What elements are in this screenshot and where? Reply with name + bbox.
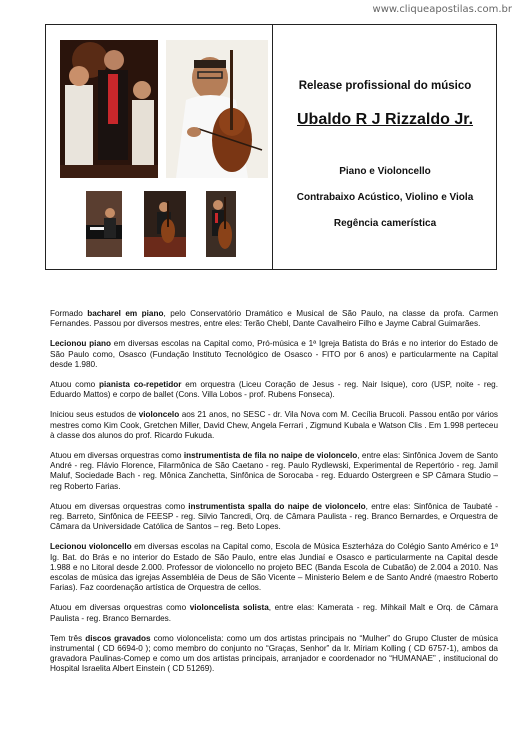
paragraph-highlight: Lecionou violoncello (50, 542, 132, 552)
paragraph-text: aos 21 anos, no SESC - dr. Vila Nova com M. Cecília Brucoli. Passou então por vários mestres como Kim Cook, Gretchen Miller, David Chew, Angela Ferrari , Zigmund Kubala e Watson Clis . Em 1.998 perteceu à classe dos alunos do prof. Ricardo Fukuda. (50, 410, 499, 440)
instrument-line: Contrabaixo Acústico, Violino e Viola (296, 192, 474, 203)
paragraph-text: como violoncelista: como um dos artistas principais no “Mulher” do Grupo Cluster de música instrumental ( CD 6694-0 ); como membro do conjunto no “Graças, Senhor” da Ir. Míriam Kolling ( CD 6757-1), ambos da gravadora Paulinas-Comep e como um dos artistas principais, arranjador e coordenador no “HUMANAE” , institucional do Hospital Israelita Albert Einstein ( CD 51269). (50, 633, 498, 674)
paragraph-text: Iniciou seus estudos de (50, 410, 139, 420)
paragraph-text: , entre elas: Kamerata - reg. Mihkail Malt e Orq. de Câmara Paulista - reg. Branco Bernardes. (50, 603, 499, 623)
paragraph-text: em orquestra (Liceu Coração de Jesus - reg. Nair Isique), coro (USP, noite - reg. Eduardo Mattos) e corpo de ballet (Cons. Villa Lobos - prof. Rubens Fonseca). (50, 380, 498, 400)
paragraph-text: Atuou em diversas orquestras como (50, 451, 184, 461)
instrument-line: Piano e Violoncello (339, 166, 431, 177)
paragraph-education (50, 309, 498, 329)
paragraph-highlight: discos gravados (85, 633, 151, 643)
paragraph-text: Formado (50, 309, 88, 318)
paragraph-text: Atuou em diversas orquestras como (50, 501, 189, 511)
pianist-photo (86, 191, 122, 257)
paragraph-text: Atuou em diversas orquestras como (50, 603, 190, 613)
paragraph-recordings (50, 634, 498, 675)
concert-photo (60, 40, 158, 178)
paragraph-cello-studies (50, 410, 498, 441)
biography-body (50, 309, 498, 685)
paragraph-text: , pelo Conservatório Dramático e Musical de São Paulo, na classe da profa. Carmen Fernandes. Passou por diversos mestres, entre eles: Terão Chebl, Dante Cavalheiro Filho e Jayme Cabral Guimarães. (50, 309, 498, 329)
paragraph-piano-teaching (50, 339, 498, 370)
paragraph-text: Tem três (50, 633, 86, 643)
paragraph-text: em diversas escolas na Capital como, Escola de Música Eszterháza do Colégio Santo Américo e 1ª Ig. Bat. do Brás e no interior do Estado de São Paulo, entre elas Jundiaí e Osasco e particularmente na Capital desde 1.988 e no Litoral desde 2.000. Professor de violoncello no projeto BEC (Banda Escola de Cubatão) de 2.004 a 2010. Nas escolas de música das igrejas Assembléia de Deus de São Vicente – Ministerio Belem e de Santo André (maestro Roberto Farias). Faz coordenação artística de Orquestra de cellos. (50, 542, 498, 593)
paragraph-highlight: instrumentista de fila no naipe de violoncelo (183, 451, 358, 461)
paragraph-text: , entre elas: Sinfônica de Taubaté - reg. Barreto, Sinfônica de FEESP - reg. Silvio Tancredi, Orq. de Câmara Paulista - reg. Branco Bernardes, e Orquestra de Câmara da Universidade Católica de Santos – reg. Beto Lopes. (50, 501, 498, 532)
release-heading: Release profissional do músico (298, 80, 472, 92)
watermark: www.cliqueapostilas.com.br (372, 4, 512, 15)
paragraph-highlight: bacharel em piano (87, 309, 164, 318)
paragraph-soloist (50, 603, 498, 623)
cellist-portrait-photo (166, 40, 268, 178)
paragraph-text: em diversas escolas na Capital como, Pró-música e 1ª Igreja Batista do Brás e no interior do Estado de São Paulo como, Osasco (Fundação Instituto Tecnológico de Osasco - FITO por 6 anos) e particularmente na Capital desde 1.980. (50, 339, 498, 369)
header-text-column (273, 25, 497, 269)
musician-name: Ubaldo R J Rizzaldo Jr. (296, 111, 474, 128)
instrument-line: Regência camerística (333, 218, 437, 229)
paragraph-highlight: violoncelista solista (189, 603, 269, 613)
paragraph-highlight: violoncelo (138, 410, 180, 420)
paragraph-principal-cellist (50, 502, 498, 533)
paragraph-cello-teaching (50, 542, 498, 593)
paragraph-section-cellist (50, 451, 498, 492)
cello-performance-photo (144, 191, 186, 257)
photo-column (46, 25, 273, 269)
paragraph-text: , entre elas: Sinfônica Jovem de Santo André - reg. Flávio Florence, Filarmônica de São Caetano - reg. Paulo Rydlewski, Experimental de Repertório - reg. Jamil Maluf, Sociedade Bach - reg. Mônica Zanchetta, Sinfônica de Sorocaba - reg. Eduardo Ostergreen e SP Câmara Studio – reg Roberto Farias. (50, 451, 498, 491)
paragraph-highlight: Lecionou piano (50, 339, 112, 349)
paragraph-corepetidor (50, 380, 498, 400)
double-bass-photo (206, 191, 236, 257)
paragraph-highlight: instrumentista spalla do naipe de violoncelo (188, 501, 366, 511)
header-box (45, 24, 497, 270)
paragraph-highlight: pianista co-repetidor (99, 380, 182, 390)
paragraph-text: Atuou como (50, 380, 99, 390)
